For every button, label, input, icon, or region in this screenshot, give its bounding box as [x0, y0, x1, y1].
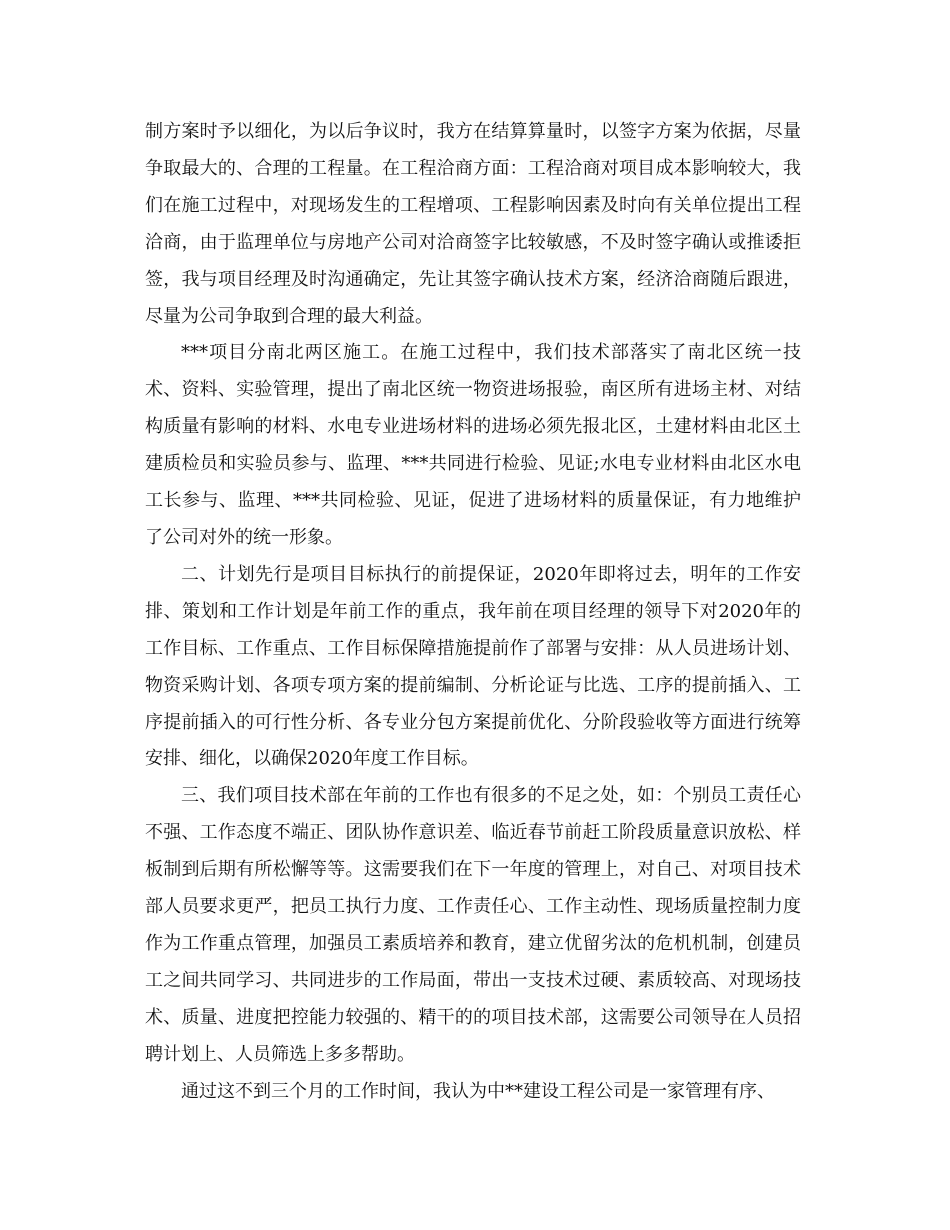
paragraph-3: 二、计划先行是项目目标执行的前提保证，2020年即将过去，明年的工作安排、策划和工作计划是年前工作的重点，我年前在项目经理的领导下对2020年的工作目标、工作重点、工作目标保障措施提前作了部署与安排：从人员进场计划、物资采购计划、各项专项方案的提前编制、分析论证与比选、工序的提前插入、工序提前插入的可行性分析、各专业分包方案提前优化、分阶段验收等方面进行统筹安排、细化，以确保2020年度工作目标。	[145, 563, 801, 770]
paragraph-4: 三、我们项目技术部在年前的工作也有很多的不足之处，如：个别员工责任心不强、工作态度不端正、团队协作意识差、临近春节前赶工阶段质量意识放松、样板制到后期有所松懈等等。这需要我们在下一年度的管理上，对自己、对项目技术部人员要求更严，把员工执行力度、工作责任心、工作主动性、现场质量控制力度作为工作重点管理，加强员工素质培养和教育，建立优留劣汰的危机机制，创建员工之间共同学习、共同进步的工作局面，带出一支技术过硬、素质较高、对现场技术、质量、进度把控能力较强的、精干的的项目技术部，这需要公司领导在人员招聘计划上、人员筛选上多多帮助。	[145, 785, 801, 1065]
paragraph-5: 通过这不到三个月的工作时间，我认为中**建设工程公司是一家管理有序、	[181, 1080, 775, 1102]
paragraph-2: ***项目分南北两区施工。在施工过程中，我们技术部落实了南北区统一技术、资料、实验管理，提出了南北区统一物资进场报验，南区所有进场主材、对结构质量有影响的材料、水电专业进场材料的进场必须先报北区，土建材料由北区土建质检员和实验员参与、监理、***共同进行检验、见证;水电专业材料由北区水电工长参与、监理、***共同检验、见证，促进了进场材料的质量保证，有力地维护了公司对外的统一形象。	[145, 342, 801, 548]
paragraph-1: 制方案时予以细化，为以后争议时，我方在结算算量时，以签字方案为依据，尽量争取最大的、合理的工程量。在工程洽商方面：工程洽商对项目成本影响较大，我们在施工过程中，对现场发生的工程增项、工程影响因素及时向有关单位提出工程洽商，由于监理单位与房地产公司对洽商签字比较敏感，不及时签字确认或推诿拒签，我与项目经理及时沟通确定，先让其签字确认技术方案，经济洽商随后跟进，尽量为公司争取到合理的最大利益。	[145, 121, 801, 327]
document-body	[145, 114, 801, 1110]
